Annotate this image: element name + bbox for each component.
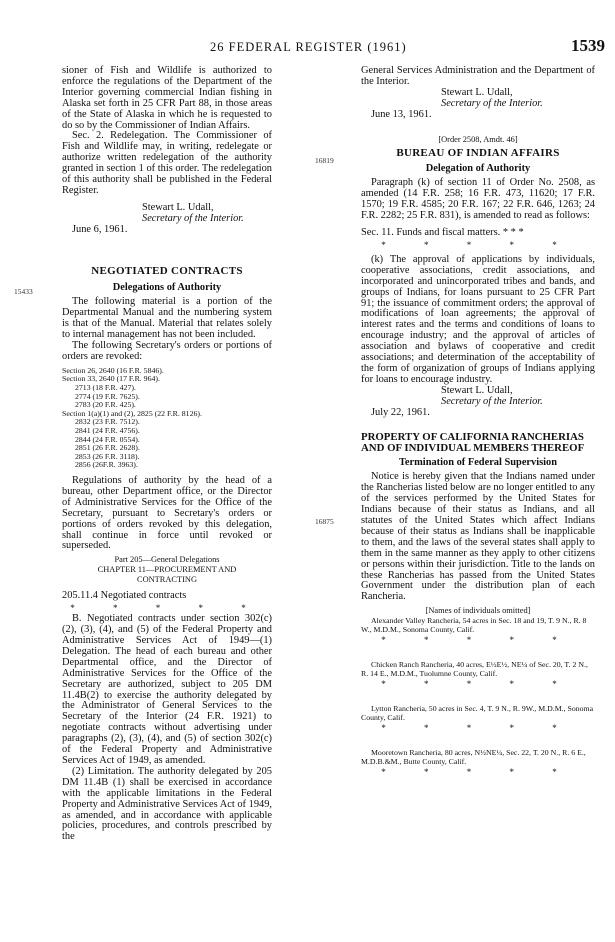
margin-note: 16875	[315, 517, 334, 526]
paragraph: (k) The approval of applications by individuals, cooperative associations, credit associations, and incorporated and unincorporated tribes and bands, and groups of Indians, for loans pursuant to 25 CFR Part 91; the issuance of commitment orders; the approval of modifications of loan agreements; the approval of interest rates and the terms and conditions of loans to encourage industry; and the approval of articles of association and bylaws of cooperative and credit associations; and determination of the acceptability of the form of organization of groups of Indians applying for loans to encourage industry.	[361, 253, 595, 385]
section-reference: Sec. 11. Funds and fiscal matters. * * *	[361, 226, 524, 238]
paragraph: B. Negotiated contracts under section 302(c) (2), (3), (4), and (5) of the Federal Property and Administrative Services Act of 1949—(1) Delegation. The head of each bureau and other Departmental office, and the Director of Administrative Services for the Office of the Secretary are authorized, subject to 205 DM 11.4B(2) to exercise the authority delegated by the Administrator of General Services to the Secretary of the Interior (24 F.R. 1921) to negotiate contracts without advertising under paragraphs (2), (3), (4), and (5) of section 302(c) of the Federal Property and Administrative Services Act of 1949, as amended.	[62, 613, 272, 766]
list-item: 2832 (23 F.R. 7512).	[75, 417, 140, 427]
signature-date: June 13, 1961.	[371, 108, 432, 120]
ellipsis-stars: * * * * *	[381, 635, 575, 646]
ellipsis-stars: * * * * *	[381, 239, 575, 250]
list-item: 2844 (24 F.R. 0554).	[75, 434, 140, 444]
paragraph: The following Secretary's orders or portions of orders are revoked:	[62, 340, 272, 362]
signer-name: Stewart L. Udall,	[441, 86, 513, 98]
signer-title: Secretary of the Interior.	[441, 97, 543, 109]
ellipsis-stars: * * * * *	[70, 603, 264, 614]
signer-title: Secretary of the Interior.	[441, 395, 543, 407]
ellipsis-stars: * * * * *	[381, 679, 575, 690]
paragraph: Regulations of authority by the head of a bureau, other Department office, or the Director of Administrative Services for the Office of the Secretary, pursuant to Secretary's orders or portions of orders revoked by this delegation, shall continue in force until revoked or superseded.	[62, 474, 272, 552]
section-heading: PROPERTY OF CALIFORNIA RANCHERIAS AND OF INDIVIDUAL MEMBERS THEREOF	[361, 431, 585, 455]
page-header	[0, 36, 615, 60]
signer-title: Secretary of the Interior.	[142, 212, 244, 224]
signature-date: June 6, 1961.	[72, 223, 128, 235]
publication-title: 26 FEDERAL REGISTER (1961)	[210, 40, 407, 54]
ellipsis-stars: * * * * *	[381, 723, 575, 734]
margin-note: 16819	[315, 156, 334, 165]
paragraph: Sec. 2. Redelegation. The Commissioner of Fish and Wildlife may, in writing, redelegate or authorize written redelegation of the authority granted in section 1 of this order. The redelegation of this authority shall be published in the Federal Register.	[62, 130, 272, 196]
chapter-heading: CHAPTER 11—PROCUREMENT AND CONTRACTING	[97, 565, 237, 585]
section-heading: BUREAU OF INDIAN AFFAIRS	[396, 146, 560, 159]
section-subheading: Delegation of Authority	[425, 163, 531, 175]
signature-date: July 22, 1961.	[371, 406, 430, 418]
part-heading: Part 205—General Delegations	[114, 555, 220, 565]
rancheria-entry: Chicken Ranch Rancheria, 40 acres, E½E½, NE¼ of Sec. 20, T. 2 N., R. 14 E., M.D.M., Tuolumne County, Calif.	[361, 660, 588, 679]
paragraph: Notice is hereby given that the Indians named under the Rancherias listed below are no longer entitled to any of the services performed by the United States for Indians because of their status as Indians, and all statutes of the United States which affect Indians because of their status as Indians shall be inapplicable to them, and the laws of the several states shall apply to them in the same manner as they apply to other citizens or persons within their jurisdiction. Title to the lands on these Rancherias has passed from the United States Government under the distribution plan of each Rancheria.	[361, 471, 596, 603]
signer-name: Stewart L. Udall,	[441, 384, 513, 396]
names-omitted-note: [Names of individuals omitted]	[425, 606, 531, 616]
list-item: 2851 (26 F.R. 2628).	[75, 443, 140, 453]
paragraph: Paragraph (k) of section 11 of Order No. 2508, as amended (14 F.R. 258; 16 F.R. 473, 11620; 17 F.R. 1570; 19 F.R. 4585; 20 F.R. 167; 22 F.R. 646, 1263; 24 F.R. 2282; 25 F.R. 831), is amended to read as follows:	[361, 177, 595, 222]
left-column	[62, 66, 272, 843]
rancheria-entry: Alexander Valley Rancheria, 54 acres in Sec. 18 and 19, T. 9 N., R. 8 W., M.D.M., Sonoma County, Calif.	[361, 616, 587, 635]
signer-name: Stewart L. Udall,	[142, 201, 214, 213]
list-item: Section 1(a)(1) and (2), 2825 (22 F.R. 8126).	[62, 408, 202, 418]
section-heading: NEGOTIATED CONTRACTS	[91, 264, 243, 277]
paragraph: General Services Administration and the Department of the Interior.	[361, 65, 595, 87]
list-item: 2841 (24 F.R. 4756).	[75, 426, 140, 435]
margin-note: 15433	[14, 287, 33, 296]
list-item: 2856 (26F.R. 3963).	[75, 460, 138, 470]
rancheria-entry: Lytton Rancheria, 50 acres in Sec. 4, T. 9 N., R. 9W., M.D.M., Sonoma County, Calif.	[361, 704, 594, 723]
list-item: 2774 (19 F.R. 7625).	[75, 391, 140, 401]
paragraph: (2) Limitation. The authority delegated by 205 DM 11.4B (1) shall be exercised in accordance with the applicable limitations in the Federal Property and Administrative Services Act of 1949, as amended, and in accordance with applicable policies, procedures, and controls prescribed by the	[62, 765, 272, 843]
revoked-orders-list	[62, 367, 272, 470]
list-item: Section 26, 2640 (16 F.R. 5846).	[62, 365, 164, 375]
paragraph: The following material is a portion of the Departmental Manual and the numbering system is that of the Manual. Material that relates solely to internal management has not been included.	[62, 296, 272, 341]
section-subheading: Delegations of Authority	[112, 281, 222, 293]
rancheria-entry: Mooretown Rancheria, 80 acres, N½NE¼, Sec. 22, T. 20 N., R. 6 E., M.D.B.&M., Butte County, Calif.	[361, 748, 586, 767]
paragraph: sioner of Fish and Wildlife is authorized to enforce the regulations of the Department of the Interior governing commercial Indian fishing in Alaska set forth in 25 CFR Part 88, in those areas of the State of Alaska in which he is requested to do so by the Commissioner of Indian Affairs.	[62, 65, 272, 131]
list-item: 2783 (20 F.R. 425).	[75, 400, 136, 410]
section-subheading: Termination of Federal Supervision	[398, 457, 558, 469]
list-item: 2713 (18 F.R. 427).	[75, 383, 136, 393]
list-item: 2853 (26 F.R. 3118).	[75, 451, 140, 461]
order-reference: [Order 2508, Amdt. 46]	[438, 134, 518, 144]
list-item: Section 33, 2640 (17 F.R. 964).	[62, 374, 160, 384]
right-column	[361, 66, 595, 778]
page-number: 1539	[571, 36, 605, 55]
section-number: 205.11.4 Negotiated contracts	[62, 590, 187, 602]
ellipsis-stars: * * * * *	[381, 767, 575, 778]
